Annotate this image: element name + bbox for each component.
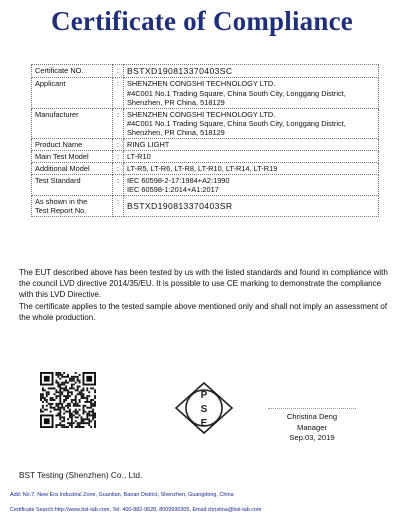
colon: :: [113, 138, 124, 150]
colon: :: [113, 174, 124, 195]
signer-title: Manager: [297, 422, 327, 432]
colon: :: [113, 195, 124, 216]
colon: :: [113, 65, 124, 78]
report-no-value: BSTXD190813370403SR: [124, 195, 379, 216]
manufacturer-line: SHENZHEN CONGSHI TECHNOLOGY LTD.: [127, 109, 276, 119]
certificate-info-table: [31, 64, 379, 217]
product-name-value: RING LIGHT: [124, 138, 379, 150]
manufacturer-line: #4C001 No.1 Trading Square, China South City, Longgang District,: [127, 118, 346, 128]
qr-code-icon: [40, 372, 96, 428]
manufacturer-line: Shenzhen, PR China, 518129: [127, 127, 225, 137]
applicant-value: [124, 78, 379, 108]
pse-letter-p: P: [200, 390, 208, 401]
pse-letter-s: S: [200, 404, 208, 415]
applicant-line: Shenzhen, PR China, 518129: [127, 97, 225, 107]
company-address: Add: No.7, New Era Industrial Zone, Guantian, Baoan District, Shenzhen, Guangdong, China: [10, 492, 234, 498]
certificate-title: Certificate of Compliance: [51, 6, 353, 36]
colon: :: [113, 162, 124, 174]
test-standard-label: Test Standard: [32, 174, 113, 195]
statement-paragraph: The certificate applies to the tested sample above mentioned only and shall not imply an assessment of the whole production.: [19, 301, 388, 322]
row-certificate-no: [32, 65, 379, 78]
applicant-line: #4C001 No.1 Trading Square, China South City, Longgang District,: [127, 88, 346, 98]
test-standard-line: IEC 60598-1:2014+A1:2017: [127, 184, 219, 194]
manufacturer-value: [124, 108, 379, 138]
report-no-label-line: Test Report No.: [35, 205, 87, 215]
row-applicant: [32, 78, 379, 108]
company-name: BST Testing (Shenzhen) Co., Ltd.: [19, 470, 143, 480]
pse-mark-icon: [174, 381, 234, 435]
row-test-standard: [32, 174, 379, 195]
pse-letter-e: E: [200, 418, 208, 429]
colon: :: [113, 78, 124, 108]
colon: :: [113, 150, 124, 162]
company-contact: Certificate Search:http://www.bst-lab.com, Tel: 400-882-9628, 8009990305, Email:christina@bst-lab.com: [10, 507, 262, 513]
signature-block: [262, 408, 362, 444]
signature-date: Sep.03, 2019: [289, 433, 335, 442]
product-name-label: Product Name: [32, 138, 113, 150]
row-product-name: [32, 138, 379, 150]
certificate-no-value: BSTXD190813370403SC: [124, 65, 379, 78]
row-main-test-model: [32, 150, 379, 162]
test-standard-value: [124, 174, 379, 195]
applicant-label: Applicant: [32, 78, 113, 108]
row-report-no: [32, 195, 379, 216]
report-no-label-line: As shown in the: [35, 196, 88, 206]
main-test-model-label: Main Test Model: [32, 150, 113, 162]
applicant-line: SHENZHEN CONGSHI TECHNOLOGY LTD.: [127, 79, 276, 89]
additional-model-value: LT-R5, LT-R6, LT-R8, LT-R10, LT-R14, LT-R19: [124, 162, 379, 174]
manufacturer-label: Manufacturer: [32, 108, 113, 138]
certificate-no-label: Certificate NO.: [32, 65, 113, 78]
compliance-statement: [19, 267, 391, 323]
row-manufacturer: [32, 108, 379, 138]
statement-paragraph: The EUT described above has been tested by us with the listed standards and found in compliance with the council LVD directive 2014/35/EU. It is possible to use CE marking to demonstrate the compliance with this LVD Directive.: [19, 268, 388, 300]
colon: :: [113, 108, 124, 138]
additional-model-label: Additional Model: [32, 162, 113, 174]
report-no-label: [32, 195, 113, 216]
signer-name: Christina Deng: [286, 412, 338, 421]
test-standard-line: IEC 60598-2-17:1984+A2:1990: [127, 175, 230, 185]
signature-line: [268, 408, 356, 409]
row-additional-model: [32, 162, 379, 174]
main-test-model-value: LT-R10: [124, 150, 379, 162]
